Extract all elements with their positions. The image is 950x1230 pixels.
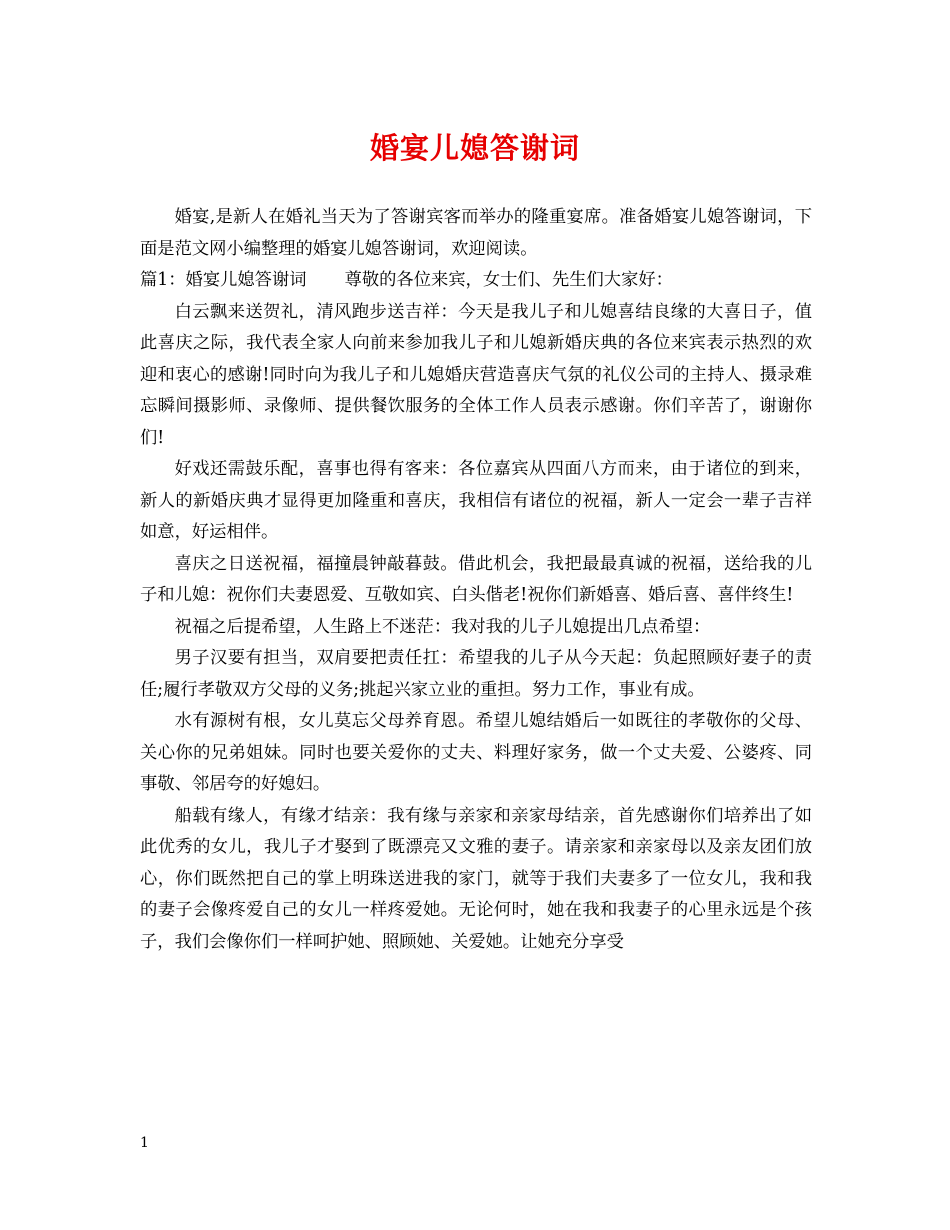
body-paragraph: 好戏还需鼓乐配，喜事也得有客来：各位嘉宾从四面八方而来，由于诸位的到来，新人的新婚庆典才显得更加隆重和喜庆，我相信有诸位的祝福，新人一定会一辈子吉祥如意，好运相伴。 <box>140 459 812 542</box>
document-title: 婚宴儿媳答谢词 <box>369 131 580 165</box>
body-paragraph: 船载有缘人，有缘才结亲：我有缘与亲家和亲家母结亲，首先感谢你们培养出了如此优秀的女儿，我儿子才娶到了既漂亮又文雅的妻子。请亲家和亲家母以及亲友团们放心，你们既然把自己的掌上明珠送进我的家门，就等于我们夫妻多了一位女儿，我和我的妻子会像疼爱自己的女儿一样疼爱她。无论何时，她在我和我妻子的心里永远是个孩子，我们会像你们一样呵护她、照顾她、关爱她。让她充分享受 <box>140 805 812 952</box>
section-label: 篇1：婚宴儿媳答谢词 <box>140 270 307 290</box>
body-paragraph: 白云飘来送贺礼，清风跑步送吉祥：今天是我儿子和儿媳喜结良缘的大喜日子，值此喜庆之际，我代表全家人向前来参加我儿子和儿媳新婚庆典的各位来宾表示热烈的欢迎和衷心的感谢!同时向为我儿子和儿媳婚庆营造喜庆气氛的礼仪公司的主持人、摄录难忘瞬间摄影师、录像师、提供餐饮服务的全体工作人员表示感谢。你们辛苦了，谢谢你们! <box>140 301 812 448</box>
page-number: 1 <box>140 1135 149 1151</box>
body-paragraph: 喜庆之日送祝福，福撞晨钟敲暮鼓。借此机会，我把最最真诚的祝福，送给我的儿子和儿媳：祝你们夫妻恩爱、互敬如宾、白头偕老!祝你们新婚喜、婚后喜、喜伴终生! <box>140 553 812 605</box>
body-paragraph: 祝福之后提希望，人生路上不迷茫：我对我的儿子儿媳提出几点希望： <box>174 616 711 637</box>
body-paragraph: 水有源树有根，女儿莫忘父母养育恩。希望儿媳结婚后一如既往的孝敬你的父母、关心你的兄弟姐妹。同时也要关爱你的丈夫、料理好家务，做一个丈夫爱、公婆疼、同事敬、邻居夸的好媳妇。 <box>140 711 812 794</box>
greeting: 尊敬的各位来宾，女士们、先生们大家好： <box>344 270 673 290</box>
section-heading-line <box>140 265 812 297</box>
intro-paragraph: 婚宴,是新人在婚礼当天为了答谢宾客而举办的隆重宴席。准备婚宴儿媳答谢词，下面是范文网小编整理的婚宴儿媳答谢词，欢迎阅读。 <box>140 207 812 259</box>
body-paragraph: 男子汉要有担当，双肩要把责任扛：希望我的儿子从今天起：负起照顾好妻子的责任;履行孝敬双方父母的义务;挑起兴家立业的重担。努力工作，事业有成。 <box>140 648 812 700</box>
document-body <box>140 202 812 958</box>
